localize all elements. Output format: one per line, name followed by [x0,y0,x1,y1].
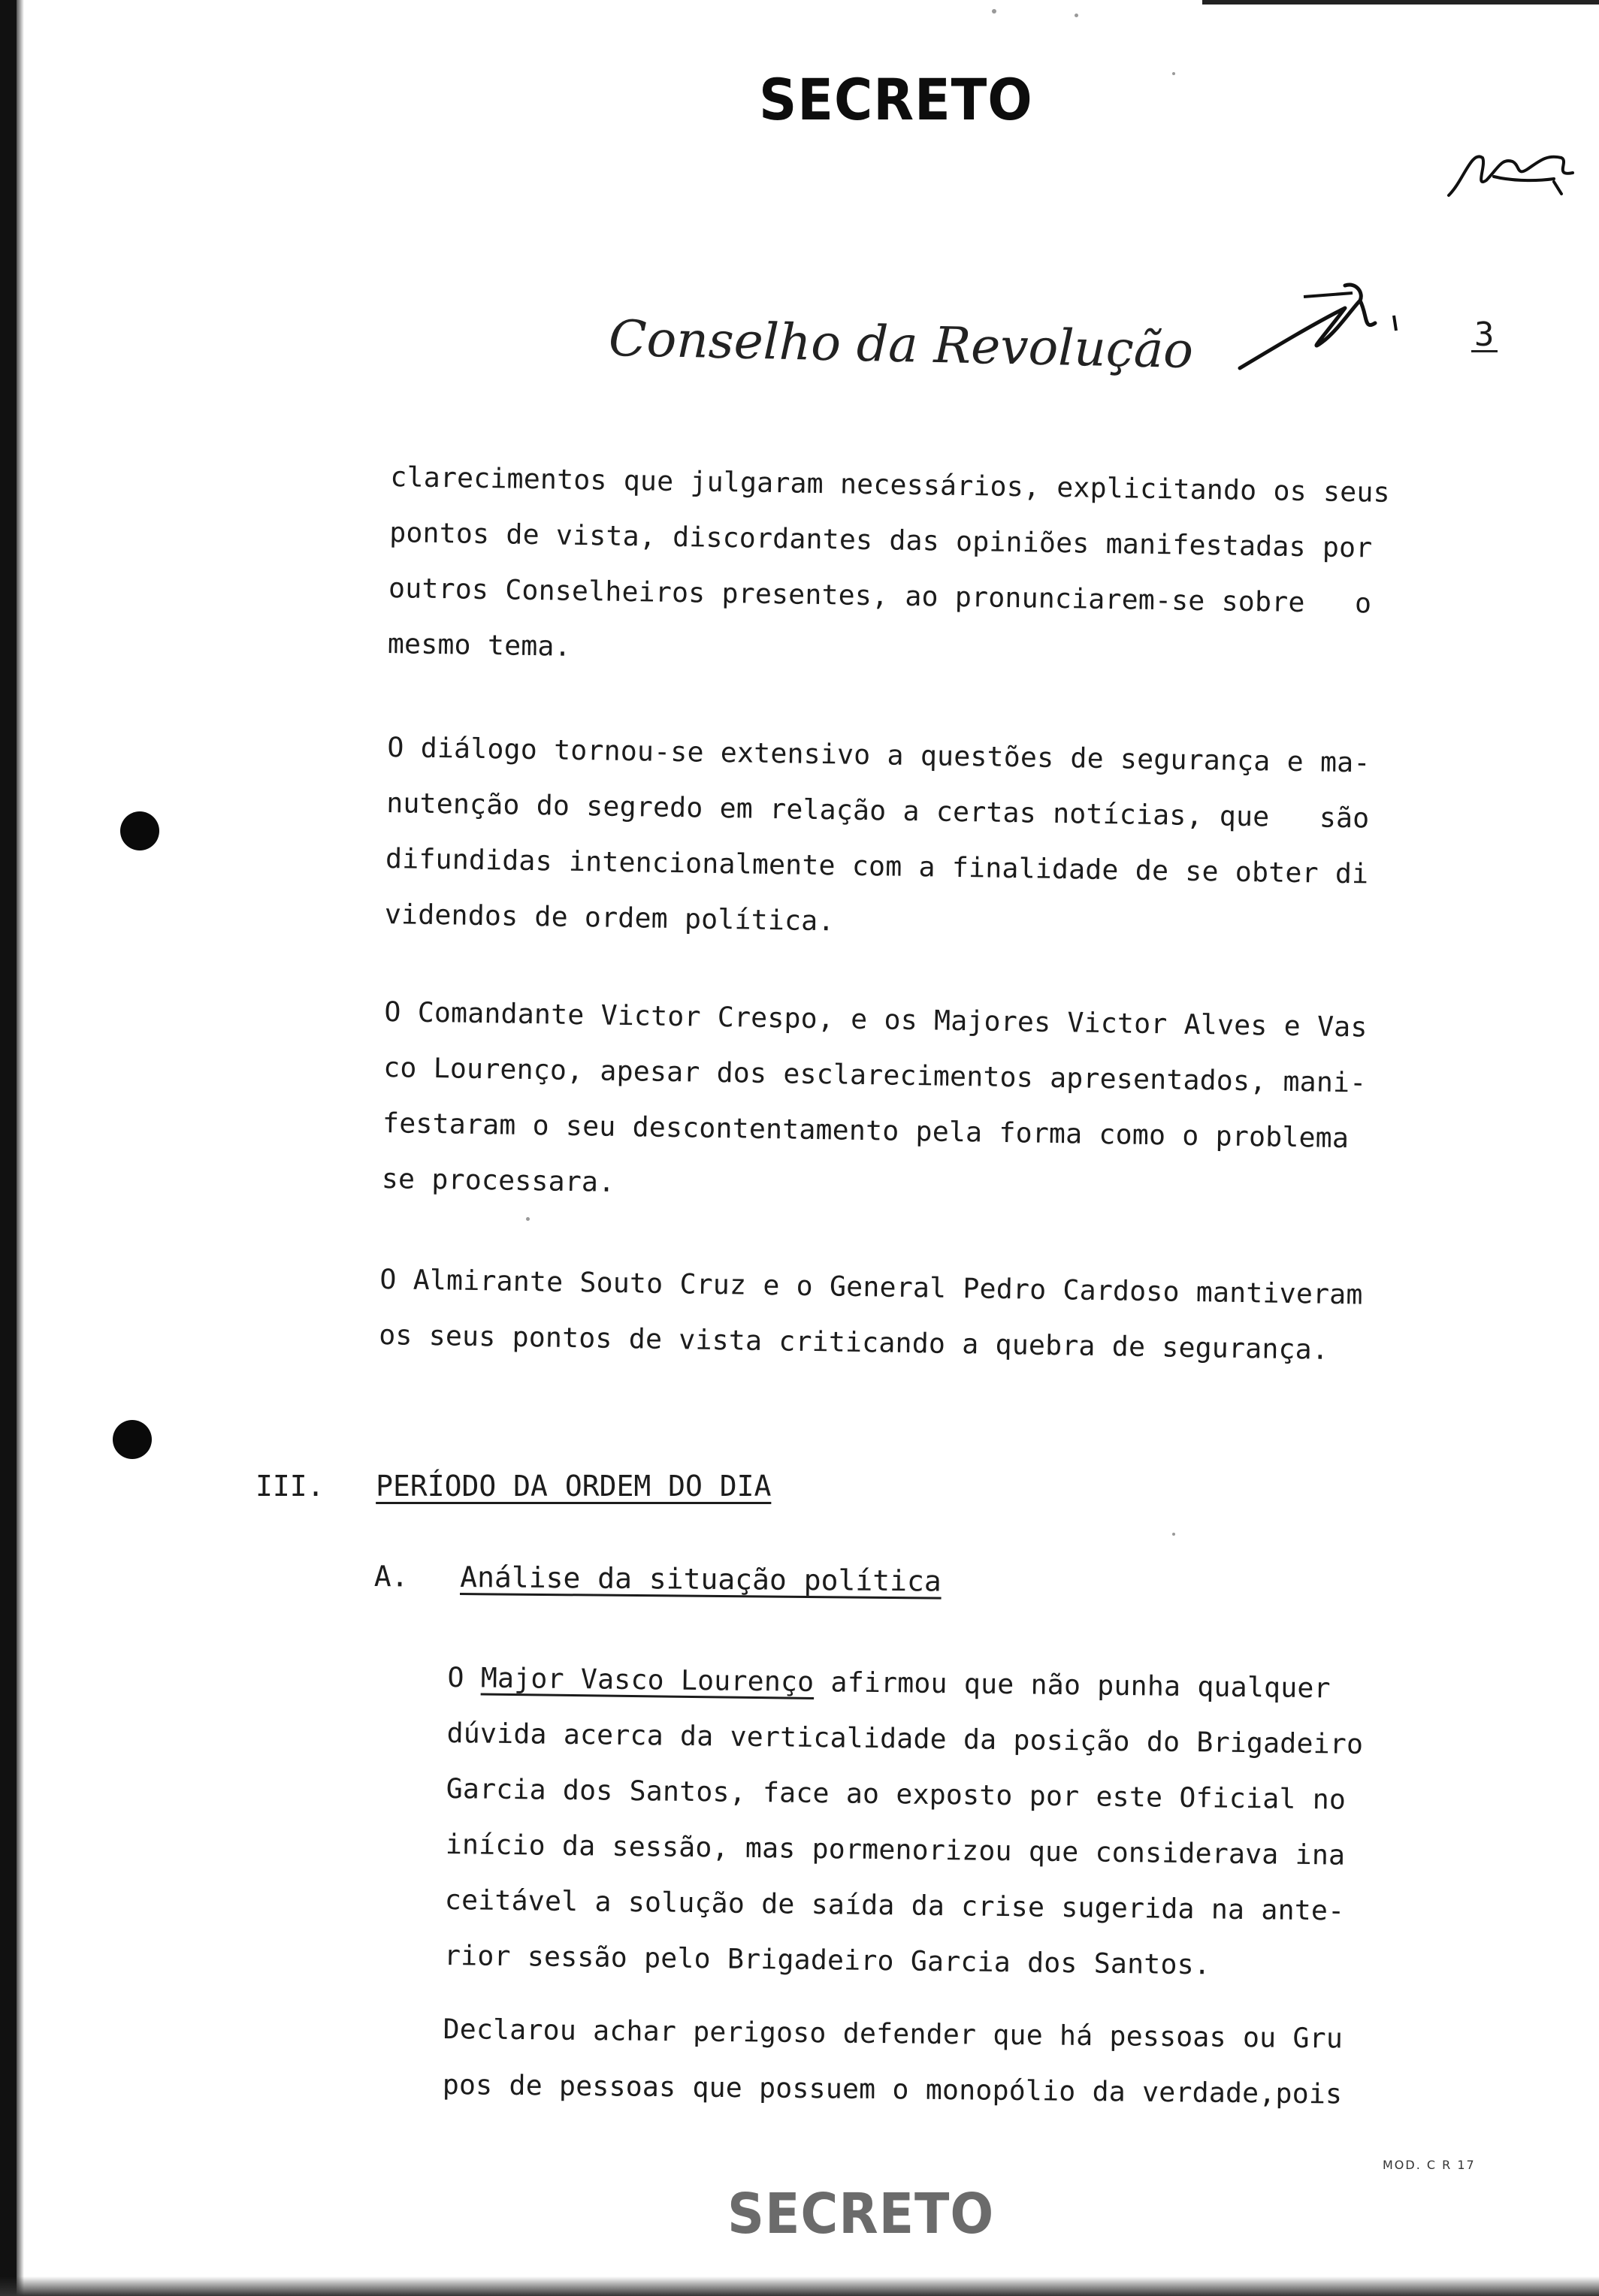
classification-top: SECRETO [759,66,1033,133]
paragraph: O Almirante Souto Cruz e o General Pedro Cardoso mantiveram os seus pontos de vista criticando a quebra de segurança. [378,1262,1363,1366]
scan-speck [526,1217,530,1221]
letterhead-script-title: Conselho da Revolução [608,309,1194,380]
form-code: MOD. C R 17 [1383,2158,1476,2172]
punch-hole [113,1420,152,1459]
page-number: 3 [1474,316,1495,354]
scan-speck [1172,1533,1175,1536]
punch-hole [120,811,159,850]
scan-bottom-edge [0,2276,1599,2296]
scan-top-edge [1202,0,1599,5]
subsection-letter: A. [373,1560,409,1594]
scan-left-shadow [17,0,24,2296]
scan-speck [1075,14,1078,17]
handwritten-initials-signature [1441,135,1591,213]
paragraph: clarecimentos que julgaram necessários, explicitando os seus pontos de vista, discordantes das opiniões manifestadas por outros Conselheiros presentes, ao pronunciarem-se sobre o mesmo tema. [387,460,1391,663]
scan-speck [1172,72,1175,75]
section-title: PERÍODO DA ORDEM DO DIA [376,1470,772,1503]
subsection-heading [374,1560,942,1598]
paragraph [444,1650,1500,1996]
paragraph: O Comandante Victor Crespo, e os Majores Victor Alves e Vas co Lourenço, apesar dos esclarecimentos apresentados, mani- festaram o seu descontentamento pela forma como o problema se processara. [381,995,1368,1198]
section-number: III. [255,1470,325,1503]
subsection-title: Análise da situação política [460,1560,942,1598]
scan-left-edge [0,0,17,2296]
classification-bottom: SECRETO [727,2182,995,2246]
paragraph: Declarou achar perigoso defender que há pessoas ou Gru pos de pessoas que possuem o monopólio da verdade,pois [442,2012,1344,2110]
paragraph-prefix: O [447,1660,482,1694]
handwritten-rubric [1232,270,1413,379]
section-heading [255,1470,771,1503]
scan-speck [992,9,996,14]
paragraph-text: afirmou que não punha qualquer dúvida acerca da verticalidade da posição do Brigadeiro Garcia dos Santos, face ao exposto por este Oficial no início da sessão, mas pormenorizou que considerava ina ceitável a solução de saída da crise sugerida na ante- rior sessão pelo Brigadeiro Garcia dos Santos. [443,1665,1364,1981]
paragraph: O diálogo tornou-se extensivo a questões de segurança e ma- nutenção do segredo em relação a certas notícias, que são difundidas intencionalmente com a finalidade de se obter di videndos de ordem política. [384,730,1371,938]
underlined-name: Major Vasco Lourenço [480,1661,815,1698]
